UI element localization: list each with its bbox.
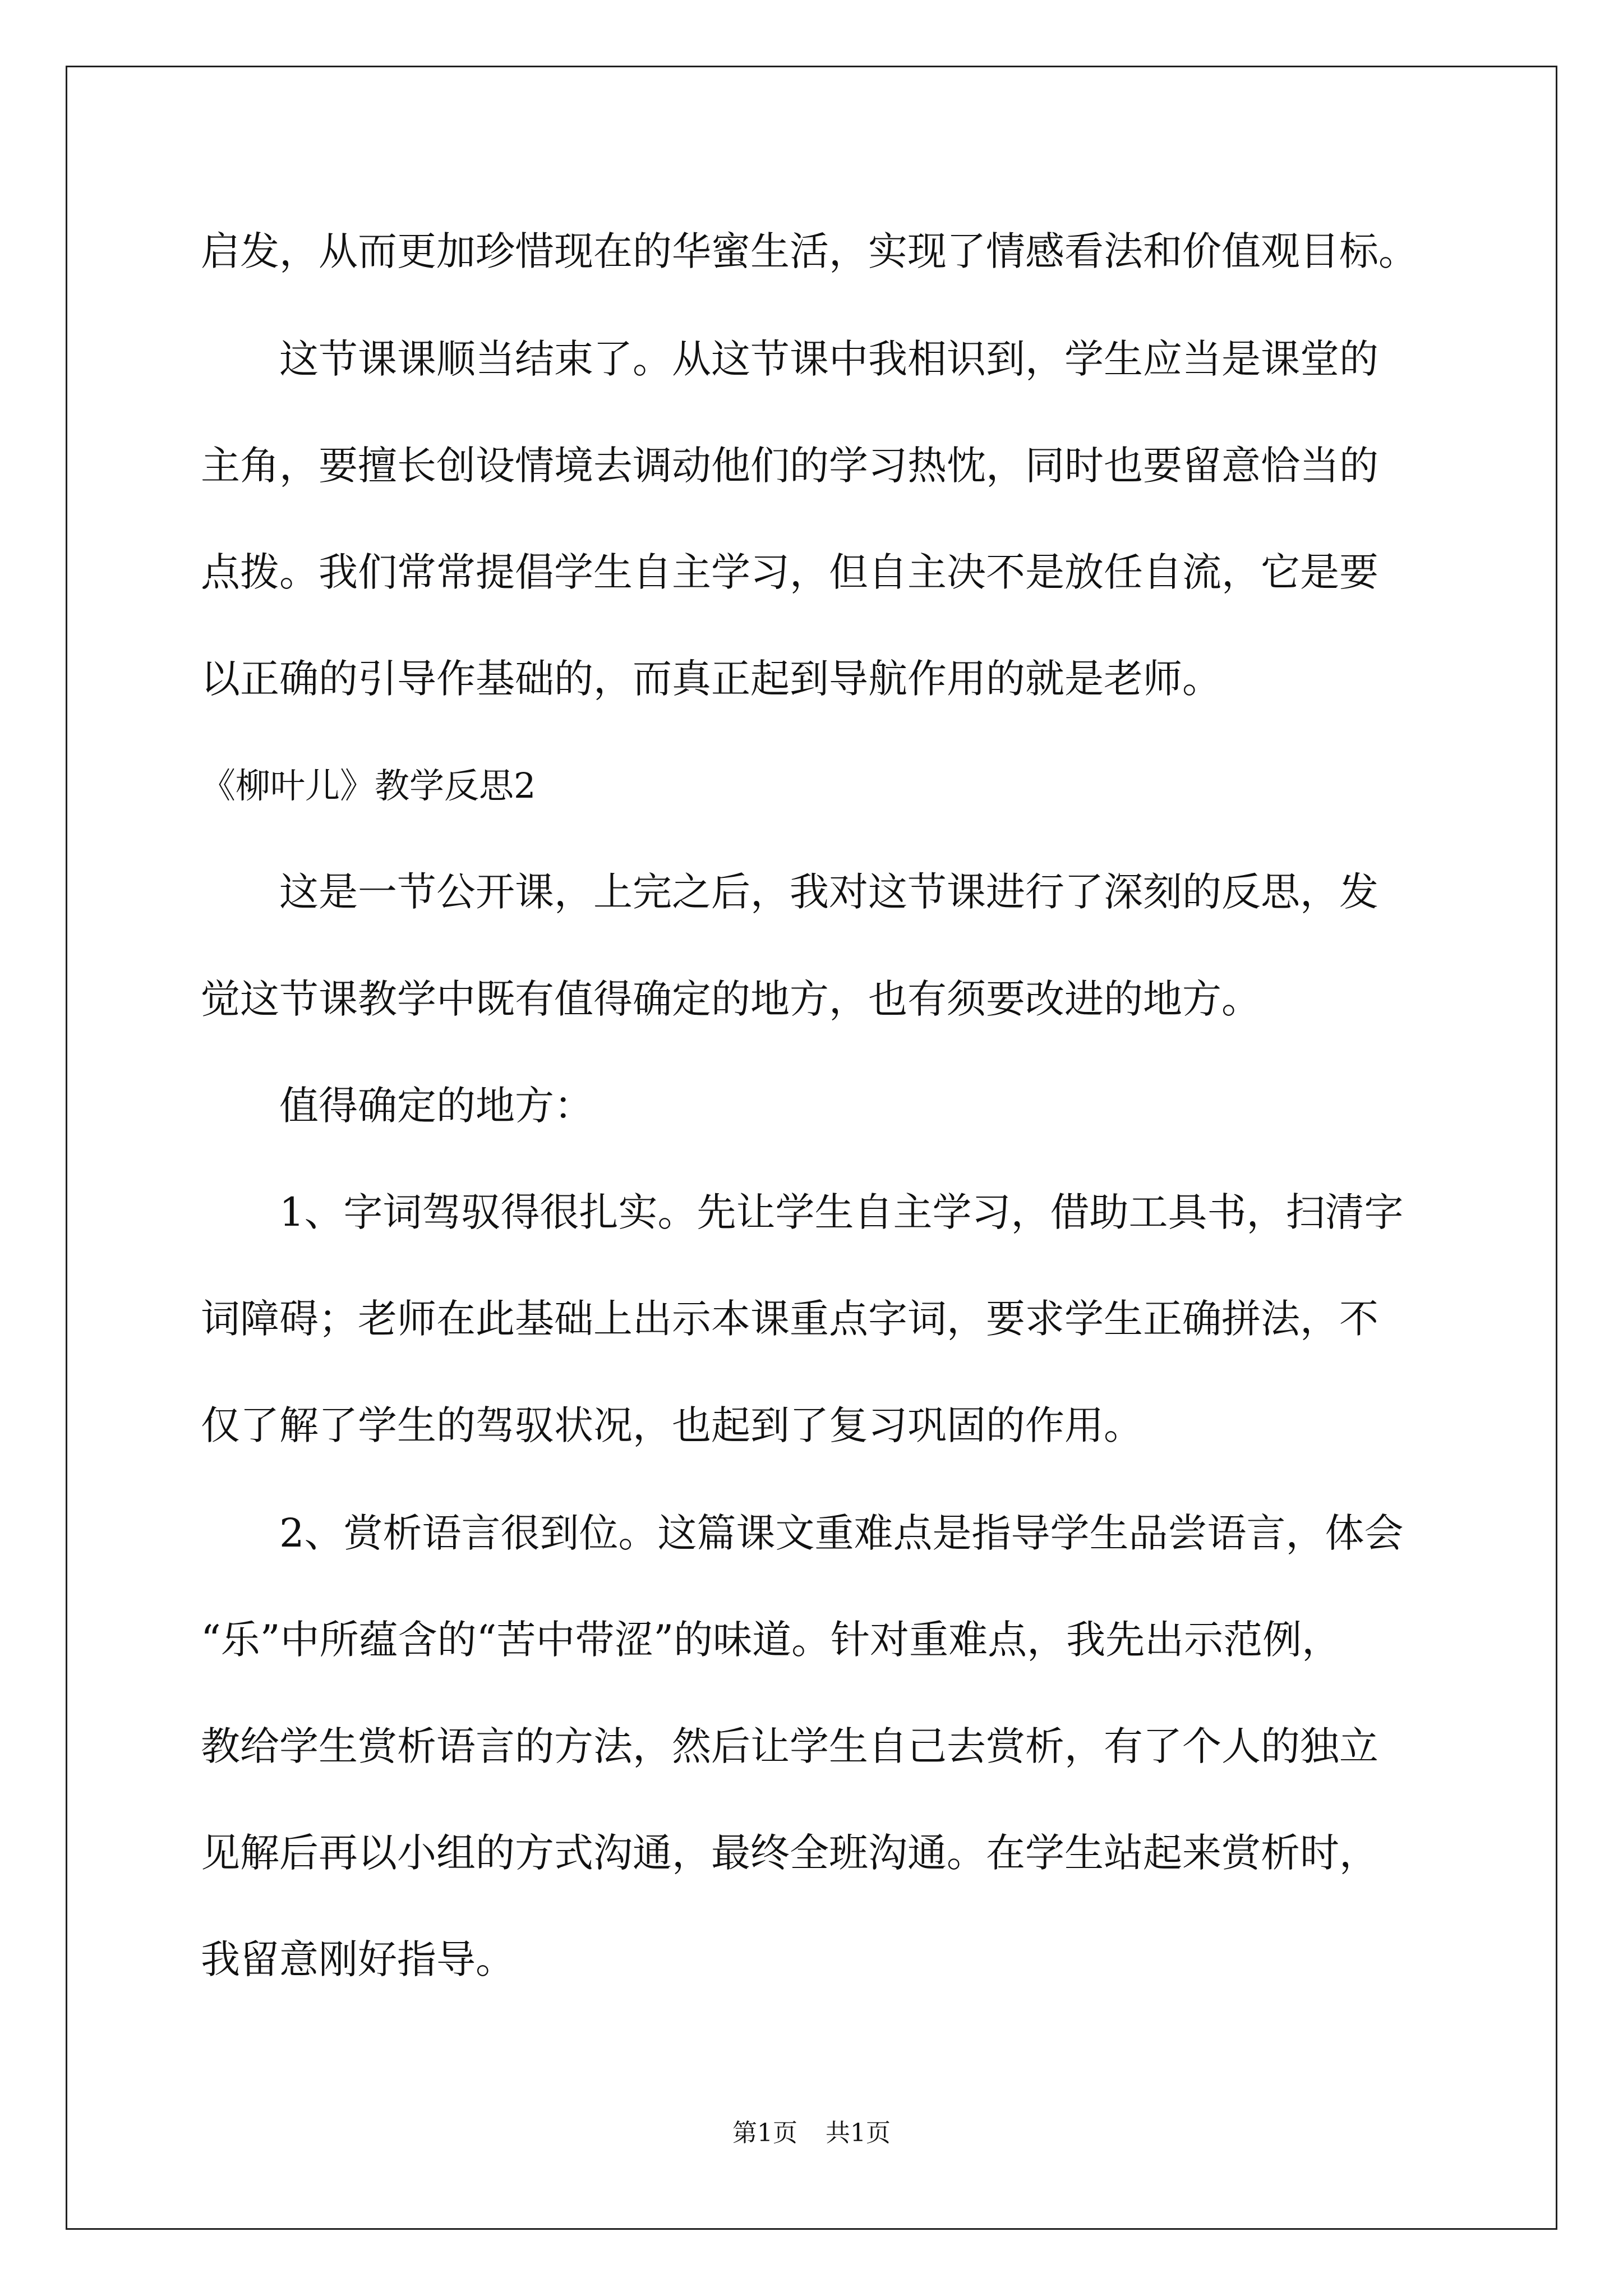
page-number: 第1页 [732,2119,797,2147]
paragraph-line: 词障碍；老师在此基础上出示本课重点字词，要求学生正确拼法，不 [201,1296,1378,1342]
paragraph-line: 值得确定的地方： [279,1083,593,1129]
paragraph-line: 觉这节课教学中既有值得确定的地方，也有须要改进的地方。 [201,976,1261,1022]
section-heading: 《柳叶儿》教学反思2 [201,765,536,806]
paragraph-line: 以正确的引导作基础的，而真正起到导航作用的就是老师。 [201,656,1221,702]
paragraph-line: 这节课课顺当结束了。从这节课中我相识到，学生应当是课堂的 [279,336,1378,382]
paragraph-line: 1、字词驾驭得很扎实。先让学生自主学习，借助工具书，扫清字 [279,1189,1404,1235]
paragraph-line: 2、赏析语言很到位。这篇课文重难点是指导学生品尝语言，体会 [279,1510,1404,1556]
paragraph-line: 我留意刚好指导。 [201,1936,515,1982]
paragraph-line: 仅了解了学生的驾驭状况，也起到了复习巩固的作用。 [201,1402,1143,1448]
paragraph-line: 见解后再以小组的方式沟通，最终全班沟通。在学生站起来赏析时， [201,1830,1378,1876]
paragraph-line: 教给学生赏析语言的方法，然后让学生自己去赏析，有了个人的独立 [201,1723,1378,1769]
paragraph-line: 这是一节公开课，上完之后，我对这节课进行了深刻的反思，发 [279,869,1378,915]
paragraph-line: 启发，从而更加珍惜现在的华蜜生活，实现了情感看法和价值观目标。 [201,228,1418,274]
paragraph-line: “乐”中所蕴含的“苦中带涩”的味道。针对重难点，我先出示范例， [201,1617,1341,1663]
paragraph-line: 主角，要擅长创设情境去调动他们的学习热忱，同时也要留意恰当的 [201,443,1378,489]
paragraph-line: 点拨。我们常常提倡学生自主学习，但自主决不是放任自流，它是要 [201,549,1378,595]
page-footer [0,2113,1623,2148]
page-total: 共1页 [826,2119,891,2147]
page-border [66,66,1557,2230]
